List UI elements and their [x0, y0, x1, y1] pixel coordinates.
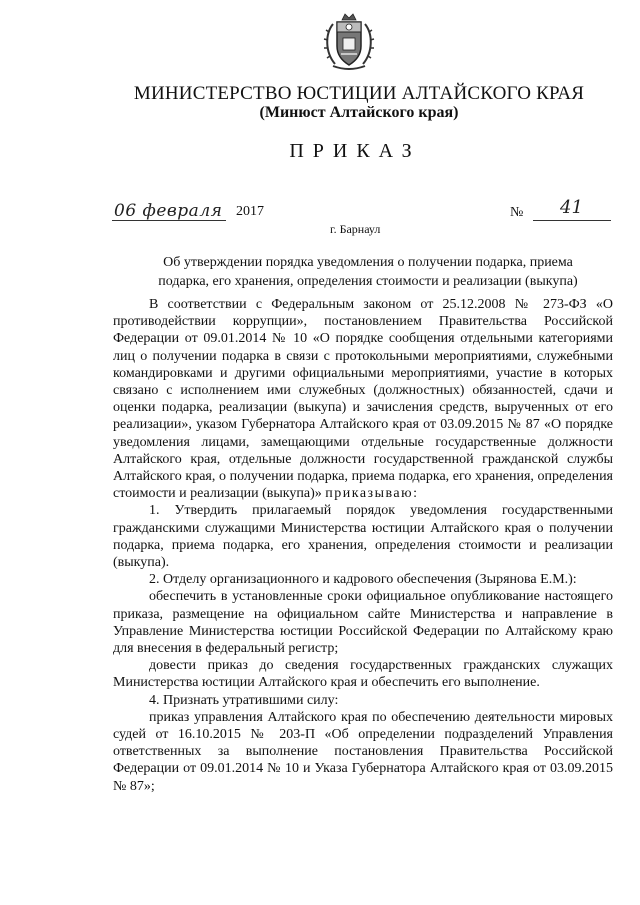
item-2-inform-paragraph: довести приказ до сведения государственных гражданских служащих Министерства юстиции Алтайского края и обеспечить его выполнение.	[113, 658, 613, 691]
preamble-paragraph	[113, 296, 613, 502]
document-city: г. Барнаул	[330, 222, 381, 236]
preamble-text: В соответствии с Федеральным законом от 25.12.2008 № 273-ФЗ «О противодействии коррупции», постановлением Правительства Российской Федерации от 09.01.2014 № 10 «О порядке сообщения отдельными категориями лиц о получении подарка в связи с протокольными мероприятиями, служебными командировками и другими официальными мероприятиями, участие в которых связано с исполнением ими служебных (должностных) обязанностей, сдачи и оценки подарка, реализации (выкупа) и зачисления средств, вырученных от его реализации», указом Губернатора Алтайского края от 03.09.2015 № 87 «О порядке уведомления лицами, замещающими отдельные государственные должности Алтайского края, отдельные должности государственной гражданской службы Алтайского края, о получении подарка, приема подарка, его хранения, определения стоимости и реализации (выкупа)»	[113, 297, 613, 502]
ministry-name: МИНИСТЕРСТВО ЮСТИЦИИ АЛТАЙСКОГО КРАЯ	[133, 83, 585, 104]
item-1-paragraph: 1. Утвердить прилагаемый порядок уведомления государственными гражданскими служащими Министерства юстиции Алтайского края о получении подарка, приема подарка, его хранения, определения стоимости и реализации (выкупа).	[113, 503, 613, 571]
ministry-short-name: (Минюст Алтайского края)	[259, 104, 459, 121]
document-type-title: ПРИКАЗ	[289, 140, 421, 162]
order-keyword: приказываю:	[325, 486, 419, 502]
handwritten-date: 06 февраля	[114, 201, 223, 221]
altai-coat-of-arms-icon	[323, 12, 375, 74]
handwritten-number: 41	[560, 197, 583, 218]
number-label: №	[510, 205, 524, 220]
order-body	[113, 296, 613, 795]
order-title: Об утверждении порядка уведомления о получении подарка, приема подарка, его хранения, определения стоимости и реализации (выкупа)	[158, 255, 578, 289]
item-4-repealed-order-paragraph: приказ управления Алтайского края по обеспечению деятельности мировых судей от 16.10.2015 № 203-П «Об определении подразделений Управления ответственных за выполнение постановления Правительства Российской Федерации от 09.01.2014 № 10 и Указа Губернатора Алтайского края от 03.09.2015 № 87»;	[113, 709, 613, 794]
document-year: 2017	[236, 204, 264, 219]
item-2-paragraph: 2. Отделу организационного и кадрового обеспечения (Зырянова Е.М.):	[149, 572, 577, 588]
item-2-publish-paragraph: обеспечить в установленные сроки официальное опубликование настоящего приказа, размещение на официальном сайте Министерства и направление в Управление Министерства юстиции Российской Федерации по Алтайскому краю для внесения в федеральный регистр;	[113, 589, 613, 657]
item-4-paragraph: 4. Признать утратившими силу:	[149, 692, 339, 708]
